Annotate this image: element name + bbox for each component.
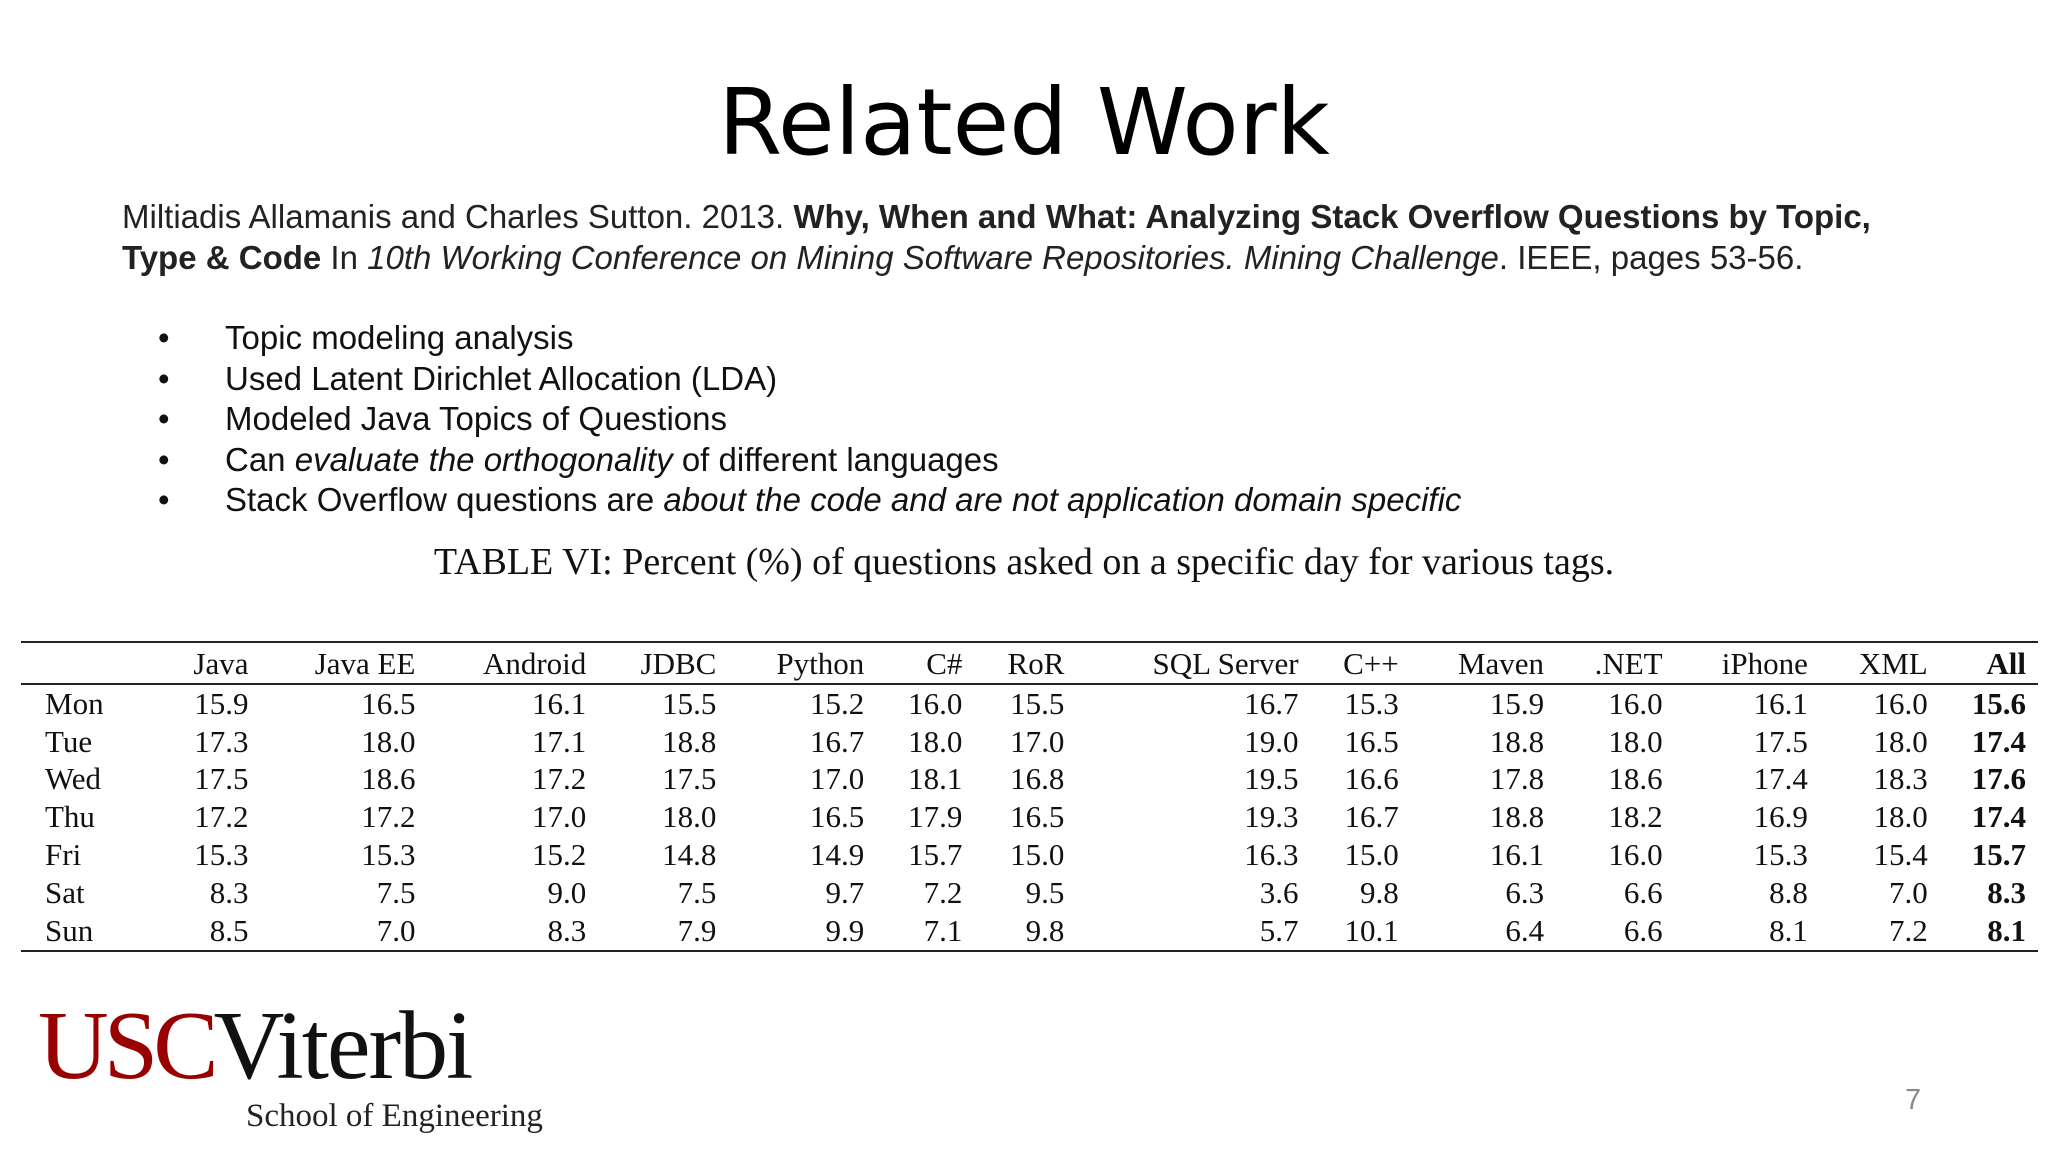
column-header: XML [1858,646,1928,681]
table-cell: 17.0 [532,799,587,835]
table-cell: 6.3 [1505,874,1545,910]
table-cell: 16.8 [1010,761,1065,797]
table-cell: 7.1 [923,912,963,948]
table-header-row [21,642,2038,684]
bullet-list [158,318,1461,521]
table-cell: 17.2 [532,761,587,797]
table-cell: 8.3 [1987,874,2026,910]
column-header: All [1986,646,2026,681]
table-cell: 17.1 [532,723,587,759]
table-cell: 14.9 [810,837,865,873]
table-cell: 17.4 [1971,723,2026,759]
table-cell: 16.0 [1873,685,1928,721]
row-label: Tue [45,723,93,759]
table-caption: TABLE VI: Percent (%) of questions asked on a specific day for various tags. [433,541,1615,583]
table-cell: 15.5 [662,685,717,721]
table-cell: 9.0 [547,874,587,910]
table-cell: 5.7 [1259,912,1299,948]
table-cell: 7.0 [376,912,416,948]
table-cell: 15.9 [194,685,249,721]
column-header: JDBC [640,646,717,681]
column-header: C# [926,646,963,681]
table-cell: 8.1 [1987,912,2026,948]
table-cell: 8.3 [209,874,249,910]
column-header: Java EE [314,646,416,681]
table-row [21,836,2038,874]
table-cell: 19.3 [1244,799,1299,835]
table-cell: 17.2 [361,799,416,835]
table-cell: 7.2 [923,874,963,910]
table-cell: 16.0 [1608,685,1663,721]
table-cell: 7.5 [376,874,416,910]
table-cell: 7.9 [677,912,717,948]
column-header: iPhone [1721,646,1808,681]
table-cell: 8.3 [547,912,587,948]
table-cell: 18.8 [662,723,717,759]
table-row [21,912,2038,951]
table-cell: 15.2 [810,685,865,721]
table-cell: 9.8 [1025,912,1065,948]
table-cell: 16.9 [1753,799,1808,835]
table-cell: 9.5 [1025,874,1065,910]
table-cell: 17.2 [194,799,249,835]
table-cell: 15.3 [1344,685,1399,721]
table-cell: 18.2 [1608,799,1663,835]
logo-viterbi: Viterbi [213,992,472,1100]
table-cell: 18.0 [1873,799,1928,835]
table-cell: 16.1 [532,685,587,721]
row-label: Wed [45,761,102,797]
table-cell: 18.0 [908,723,963,759]
table-cell: 10.1 [1344,912,1399,948]
table-row [21,723,2038,761]
row-label: Mon [45,685,104,721]
table-row [21,798,2038,836]
column-header [21,642,161,684]
bullet-item: • Modeled Java Topics of Questions [158,399,1461,440]
bullet-dot-icon: • [158,440,170,478]
table-cell: 6.6 [1623,874,1663,910]
table-cell: 14.8 [662,837,717,873]
table-cell: 16.7 [810,723,865,759]
table-cell: 17.6 [1971,761,2026,797]
bullet-item: • Used Latent Dirichlet Allocation (LDA) [158,359,1461,400]
table-cell: 15.7 [908,837,963,873]
table-cell: 19.5 [1244,761,1299,797]
citation-paper-title: Why, When and What: Analyzing Stack Overflow Questions by Topic, Type & Code [122,198,1871,276]
table-cell: 18.3 [1873,761,1928,797]
bullet-item: • Can evaluate the orthogonality of different languages [158,440,1461,481]
table-cell: 16.1 [1489,837,1545,873]
bullet-dot-icon: • [158,319,170,356]
data-table [21,641,2038,952]
column-header: Python [776,646,865,681]
table-cell: 15.0 [1344,837,1399,873]
row-label: Thu [45,799,95,835]
column-header: RoR [1007,646,1065,681]
table-cell: 15.2 [532,837,587,873]
table-cell: 7.5 [677,874,717,910]
citation [122,196,1952,278]
row-label: Sun [45,912,94,948]
table-cell: 17.5 [662,761,717,797]
row-label: Fri [45,837,82,873]
citation-tail: . IEEE, pages 53-56. [1498,239,1804,276]
table-cell: 16.7 [1244,685,1299,721]
table-cell: 18.0 [1608,723,1663,759]
table-cell: 16.5 [361,685,416,721]
table-cell: 19.0 [1244,723,1299,759]
table-cell: 15.6 [1971,685,2026,721]
column-header: .NET [1594,646,1663,681]
column-header: SQL Server [1152,646,1299,681]
bullet-dot-icon: • [158,359,170,397]
table-cell: 17.0 [810,761,865,797]
table-cell: 18.0 [662,799,717,835]
table-cell: 18.1 [908,761,963,797]
citation-venue: 10th Working Conference on Mining Software Repositories. Mining Challenge [367,239,1499,276]
table-cell: 3.6 [1259,874,1299,910]
bullet-item: • Topic modeling analysis [158,318,1461,359]
table-cell: 15.9 [1489,685,1545,721]
citation-in: In [321,239,368,276]
table-cell: 16.5 [1344,723,1399,759]
table-cell: 17.5 [194,761,249,797]
table-cell: 16.7 [1344,799,1399,835]
table-cell: 17.4 [1753,761,1808,797]
table-cell: 16.0 [908,685,963,721]
table-cell: 15.4 [1873,837,1928,873]
table-cell: 18.0 [361,723,416,759]
table-cell: 7.0 [1888,874,1928,910]
logo-usc: USC [38,992,214,1100]
bullet-dot-icon: • [158,400,170,437]
table-cell: 9.8 [1360,874,1399,910]
table-cell: 15.3 [1753,837,1808,873]
table-cell: 16.5 [810,799,865,835]
table-cell: 6.6 [1623,912,1663,948]
column-header: Android [482,646,587,681]
table-cell: 7.2 [1888,912,1928,948]
table-cell: 8.5 [209,912,249,948]
table-cell: 17.4 [1971,799,2026,835]
table-row [21,761,2038,799]
table-cell: 17.3 [194,723,249,759]
table-cell: 15.7 [1971,837,2026,873]
table-cell: 15.3 [361,837,416,873]
table-cell: 9.9 [825,912,865,948]
table-row [21,684,2038,723]
slide-title: Related Work [718,69,1330,176]
table-cell: 16.0 [1608,837,1663,873]
table-cell: 18.8 [1489,723,1545,759]
bullet-dot-icon: • [158,481,170,518]
usc-viterbi-logo [38,992,543,1134]
table-cell: 17.0 [1010,723,1065,759]
column-header: C++ [1343,646,1399,681]
page-number: 7 [1905,1084,1922,1116]
table-body [21,684,2038,951]
table-cell: 8.8 [1769,874,1808,910]
bullet-item: • Stack Overflow questions are about the code and are not application domain specific [158,480,1461,521]
column-header: Java [193,646,249,681]
table-cell: 18.0 [1873,723,1928,759]
table-cell: 16.1 [1753,685,1808,721]
logo-school: School of Engineering [246,1098,543,1134]
table-cell: 16.6 [1344,761,1399,797]
table-cell: 6.4 [1505,912,1545,948]
table-cell: 18.6 [361,761,416,797]
table-cell: 17.9 [908,799,963,835]
table-cell: 16.5 [1010,799,1065,835]
table-cell: 15.3 [194,837,249,873]
table-cell: 17.5 [1753,723,1808,759]
table-cell: 17.8 [1489,761,1545,797]
citation-authors: Miltiadis Allamanis and Charles Sutton. 2013. [122,198,794,235]
table-cell: 18.6 [1608,761,1663,797]
row-label: Sat [45,874,85,910]
table-cell: 18.8 [1489,799,1545,835]
table-row [21,874,2038,912]
table-cell: 15.0 [1010,837,1065,873]
table-cell: 9.7 [825,874,865,910]
table-cell: 16.3 [1244,837,1299,873]
table-cell: 8.1 [1769,912,1808,948]
table-cell: 15.5 [1010,685,1065,721]
column-header: Maven [1457,646,1545,681]
